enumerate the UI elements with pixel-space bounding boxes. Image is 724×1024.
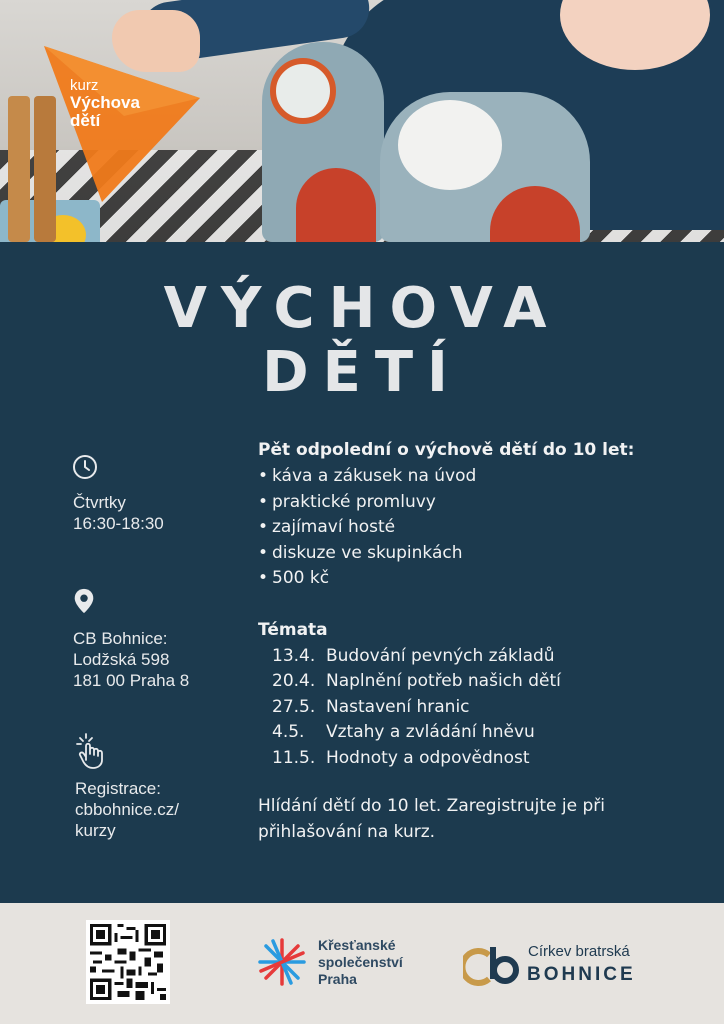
- topic-date: 11.5.: [272, 747, 316, 768]
- topic-title: Budování pevných základů: [326, 645, 555, 666]
- topic-row: [258, 720, 698, 746]
- topics-heading: Témata: [258, 619, 328, 640]
- info-time-day: Čtvrtky: [73, 493, 126, 512]
- topic-date: 20.4.: [272, 671, 316, 691]
- topic-row: [258, 746, 698, 772]
- childcare-note: Hlídání dětí do 10 let. Zaregistrujte je při přihlašování na kurz.: [258, 796, 605, 842]
- info-registration-label: Registrace:: [75, 779, 161, 798]
- info-place-line-3: 181 00 Praha 8: [73, 671, 190, 690]
- list-item: • zajímaví hosté: [258, 515, 698, 541]
- cb-logo-bottom: BOHNICE: [527, 964, 636, 985]
- info-registration-url-1[interactable]: cbbohnice.cz/: [75, 800, 179, 819]
- ks-praha-logo-text: [318, 937, 403, 988]
- feature-list: [258, 464, 698, 592]
- topic-row: [258, 644, 698, 670]
- ks-praha-logo-icon: [256, 936, 308, 988]
- list-item: • 500 kč: [258, 566, 698, 592]
- ks-line-3: Praha: [318, 971, 357, 987]
- info-place-line-1: CB Bohnice:: [73, 629, 168, 648]
- clock-icon: [72, 454, 98, 480]
- logo-line-2: dětí: [70, 110, 101, 130]
- info-registration-url-2[interactable]: kurzy: [75, 821, 116, 840]
- topic-date: 27.5.: [272, 696, 316, 717]
- info-place-line-2: Lodžská 598: [73, 650, 170, 669]
- logo-line-1: Výchova: [70, 92, 140, 112]
- topic-date: 4.5.: [272, 722, 305, 742]
- info-place: [73, 628, 189, 691]
- location-pin-icon: [71, 588, 97, 614]
- info-time-hours: 16:30-18:30: [73, 514, 164, 533]
- cb-bohnice-logo-icon: [463, 943, 523, 987]
- tap-hand-icon: [74, 732, 112, 770]
- qr-code-icon[interactable]: [86, 920, 170, 1004]
- info-time: [73, 492, 164, 534]
- details-heading: Pět odpolední o výchově dětí do 10 let:: [258, 440, 635, 460]
- course-details: [258, 438, 698, 845]
- ks-line-1: Křesťanské: [318, 937, 396, 953]
- list-item: • káva a zákusek na úvod: [258, 464, 698, 490]
- topics-list: [258, 644, 698, 772]
- list-item: • praktické promluvy: [258, 490, 698, 516]
- topic-title: Nastavení hranic: [326, 696, 470, 717]
- list-item: • diskuze ve skupinkách: [258, 541, 698, 567]
- topic-title: Naplnění potřeb našich dětí: [326, 671, 561, 691]
- ks-line-2: společenství: [318, 954, 403, 970]
- topic-title: Hodnoty a odpovědnost: [326, 747, 530, 768]
- topic-title: Vztahy a zvládání hněvu: [326, 722, 535, 742]
- topic-row: [258, 669, 698, 695]
- page-title-line-2: DĚTÍ: [262, 340, 462, 405]
- topic-date: 13.4.: [272, 645, 316, 666]
- cb-logo-top: Církev bratrská: [528, 943, 630, 960]
- footer: [0, 903, 724, 1024]
- course-logo: [70, 78, 140, 129]
- logo-small-text: kurz: [70, 77, 99, 94]
- page-title-line-1: VÝCHOVA: [163, 276, 561, 341]
- topic-row: [258, 695, 698, 721]
- info-registration: [75, 778, 179, 841]
